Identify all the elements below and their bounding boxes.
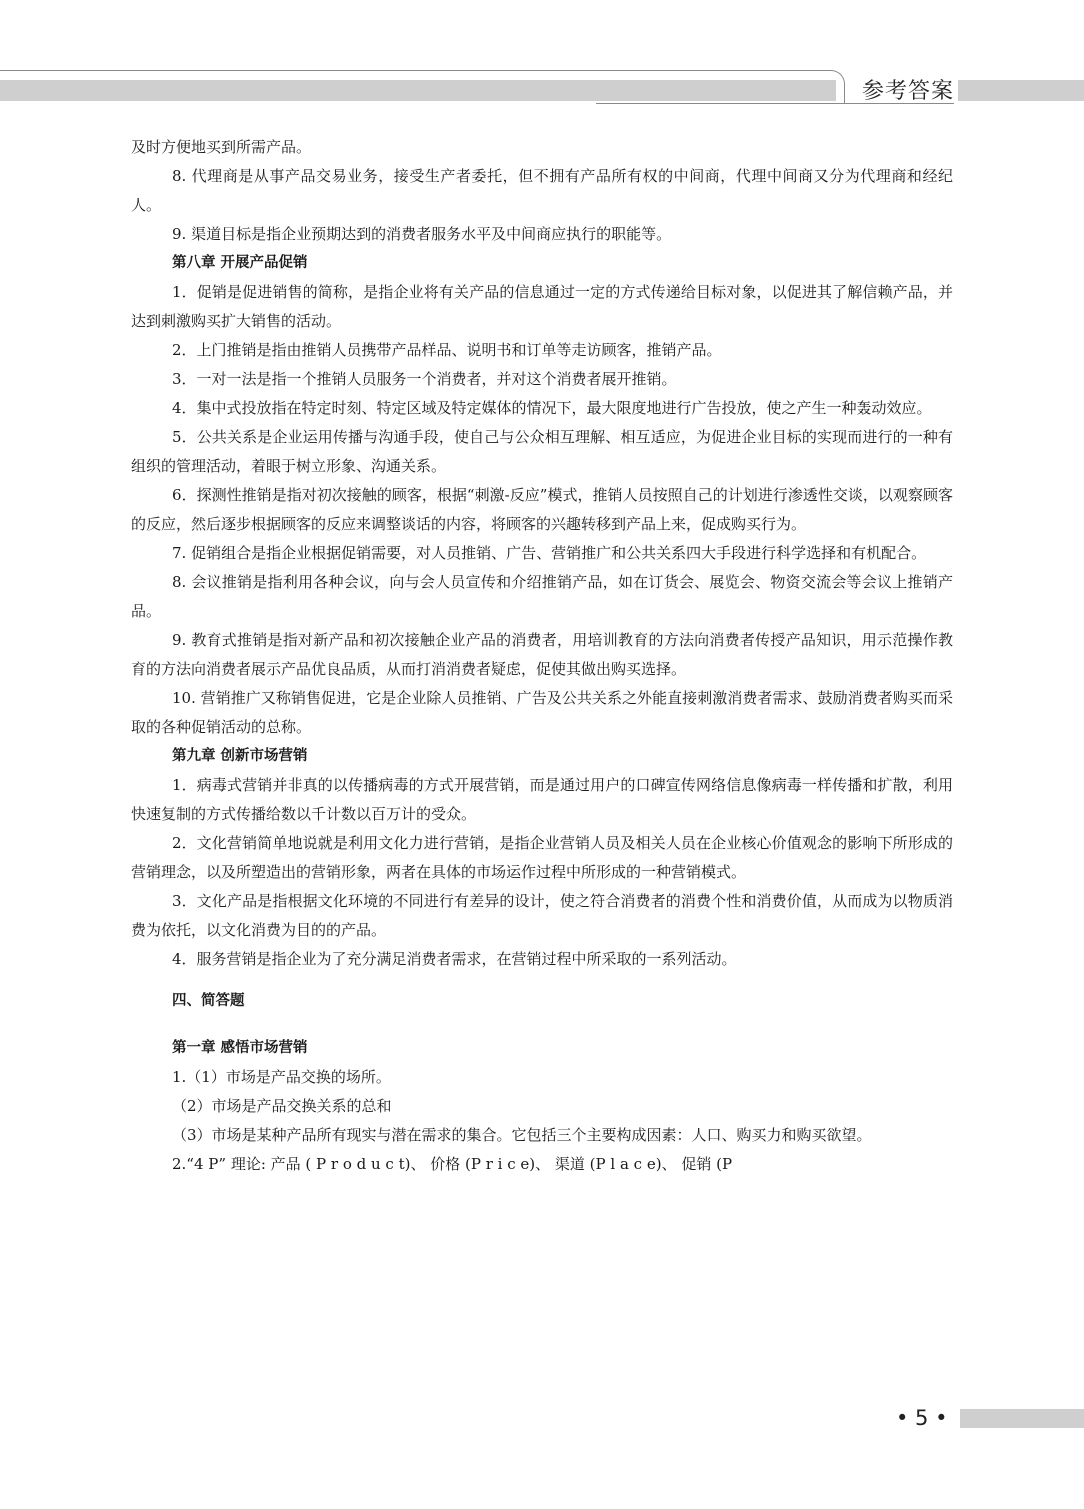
document-body — [131, 133, 953, 1179]
header-rule-top — [0, 70, 826, 71]
chapter-heading: 第八章 开展产品促销 — [172, 255, 308, 271]
paragraph: 5．公共关系是企业运用传播与沟通手段，使自己与公众相互理解、相互适应，为促进企业目标的实现而进行的一种有组织的管理活动，着眼于树立形象、沟通关系。 — [131, 428, 953, 475]
paragraph: 7. 促销组合是指企业根据促销需要，对人员推销、广告、营销推广和公共关系四大手段进行科学选择和有机配合。 — [172, 544, 927, 562]
paragraph: 9. 教育式推销是指对新产品和初次接触企业产品的消费者，用培训教育的方法向消费者传授产品知识，用示范操作教育的方法向消费者展示产品优良品质，从而打消消费者疑虑，促使其做出购买选择。 — [131, 631, 953, 678]
header-gray-bar-right — [958, 80, 1084, 101]
footer-gray-bar — [960, 1409, 1084, 1428]
paragraph: 4．集中式投放指在特定时刻、特定区域及特定媒体的情况下，最大限度地进行广告投放，使之产生一种轰动效应。 — [172, 399, 932, 417]
header-title: 参考答案 — [862, 79, 955, 104]
paragraph: （3）市场是某种产品所有现实与潜在需求的集合。它包括三个主要构成因素：人口、购买力和购买欲望。 — [172, 1126, 872, 1144]
paragraph: 8. 代理商是从事产品交易业务，接受生产者委托，但不拥有产品所有权的中间商，代理中间商又分为代理商和经纪人。 — [131, 167, 953, 214]
paragraph: 3．一对一法是指一个推销人员服务一个消费者，并对这个消费者展开推销。 — [172, 370, 677, 388]
paragraph: 6．探测性推销是指对初次接触的顾客，根据“刺激-反应”模式，推销人员按照自己的计划进行渗透性交谈，以观察顾客的反应，然后逐步根据顾客的反应来调整谈话的内容，将顾客的兴趣转移到产品上来，促成购买行为。 — [131, 486, 953, 533]
paragraph: 10. 营销推广又称销售促进，它是企业除人员推销、广告及公共关系之外能直接刺激消费者需求、鼓励消费者购买而采取的各种促销活动的总称。 — [131, 689, 953, 736]
header-gray-bar-left — [0, 80, 836, 101]
chapter-heading: 第一章 感悟市场营销 — [172, 1040, 308, 1056]
paragraph: 3．文化产品是指根据文化环境的不同进行有差异的设计，使之符合消费者的消费个性和消费价值，从而成为以物质消费为依托，以文化消费为目的的产品。 — [131, 892, 953, 939]
paragraph: 4．服务营销是指企业为了充分满足消费者需求，在营销过程中所采取的一系列活动。 — [172, 950, 737, 968]
paragraph: 1.（1）市场是产品交换的场所。 — [172, 1068, 391, 1086]
paragraph: 1．促销是促进销售的简称，是指企业将有关产品的信息通过一定的方式传递给目标对象，以促进其了解信赖产品，并达到刺激购买扩大销售的活动。 — [131, 283, 953, 330]
paragraph: （2）市场是产品交换关系的总和 — [172, 1097, 392, 1115]
paragraph: 8. 会议推销是指利用各种会议，向与会人员宣传和介绍推销产品，如在订货会、展览会、物资交流会等会议上推销产品。 — [131, 573, 953, 620]
paragraph: 及时方便地买到所需产品。 — [131, 138, 312, 156]
chapter-heading: 第九章 创新市场营销 — [172, 748, 308, 764]
page-number: • 5 • — [896, 1406, 948, 1430]
paragraph: 2.“4 P” 理论: 产品 ( P r o d u c t)、 价格 (P r i c e)、 渠道 (P l a c e)、 促销 (P — [172, 1155, 733, 1173]
paragraph: 2．文化营销简单地说就是利用文化力进行营销，是指企业营销人员及相关人员在企业核心价值观念的影响下所形成的营销理念，以及所塑造出的营销形象，两者在具体的市场运作过程中所形成的一种营销模式。 — [131, 834, 953, 881]
section-heading: 四、简答题 — [172, 993, 245, 1009]
paragraph: 1．病毒式营销并非真的以传播病毒的方式开展营销，而是通过用户的口碑宣传网络信息像病毒一样传播和扩散，利用快速复制的方式传播给数以千计数以百万计的受众。 — [131, 776, 953, 823]
paragraph: 2．上门推销是指由推销人员携带产品样品、说明书和订单等走访顾客，推销产品。 — [172, 341, 722, 359]
paragraph: 9. 渠道目标是指企业预期达到的消费者服务水平及中间商应执行的职能等。 — [172, 225, 672, 243]
